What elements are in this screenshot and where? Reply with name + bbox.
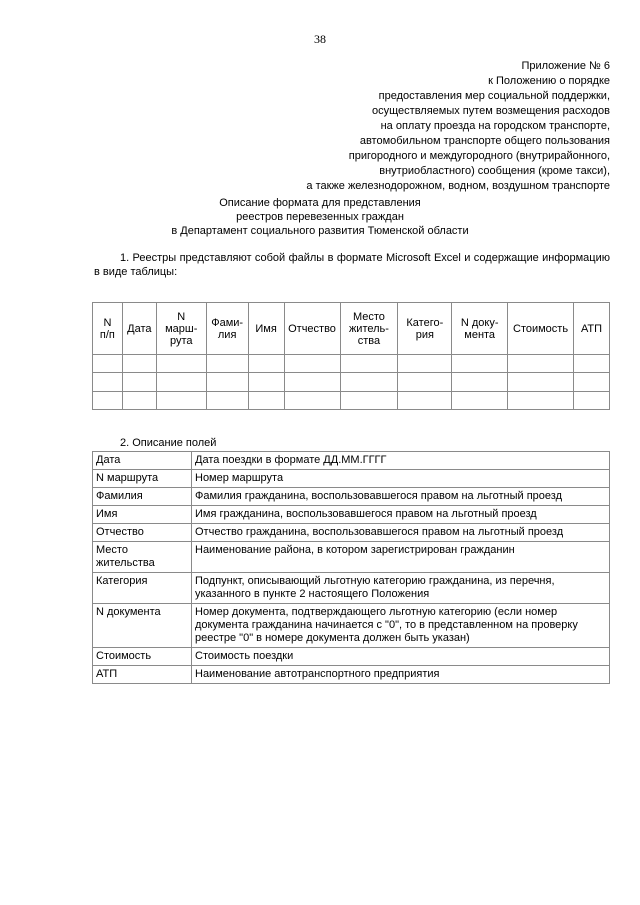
field-description: Наименование района, в котором зарегистрирован гражданин (192, 542, 610, 573)
table-row (93, 488, 610, 506)
field-description: Стоимость поездки (192, 648, 610, 666)
field-name: Отчество (93, 524, 192, 542)
appendix-line: Приложение № 6 (521, 60, 610, 72)
appendix-line: автомобильном транспорте общего пользования (359, 135, 610, 147)
page-number: 38 (314, 32, 326, 46)
table-row (93, 542, 610, 573)
table-row (93, 506, 610, 524)
appendix-line: предоставления мер социальной поддержки, (378, 90, 610, 102)
field-name: Дата (93, 452, 192, 470)
appendix-line: пригородного и междугородного (внутрирайонного, (348, 150, 610, 162)
field-name: Имя (93, 506, 192, 524)
column-header: N п/п (93, 303, 123, 355)
fields-heading: 2. Описание полей (120, 437, 217, 449)
table-row (93, 666, 610, 684)
column-header: N доку- мента (452, 303, 508, 355)
field-name: N документа (93, 604, 192, 648)
paragraph-1 (94, 251, 610, 279)
appendix-line: внутриобластного) сообщения (кроме такси), (379, 165, 610, 177)
column-header: АТП (574, 303, 610, 355)
appendix-line: осуществляемых путем возмещения расходов (372, 105, 610, 117)
format-table-header-row (93, 303, 610, 355)
fields-table (92, 451, 610, 684)
appendix-line: а также железнодорожном, водном, воздушном транспорте (306, 180, 610, 192)
table-row (93, 470, 610, 488)
field-name: N маршрута (93, 470, 192, 488)
table-row (93, 524, 610, 542)
title-line: Описание формата для представления (219, 197, 421, 209)
field-description: Имя гражданина, воспользовавшегося правом на льготный проезд (192, 506, 610, 524)
table-row (93, 573, 610, 604)
format-table (92, 302, 610, 410)
column-header: Катего- рия (398, 303, 452, 355)
table-row (93, 355, 610, 373)
appendix-header (250, 59, 610, 194)
column-header: Стоимость (508, 303, 574, 355)
document-title (0, 196, 640, 238)
column-header: Фами- лия (206, 303, 248, 355)
column-header: Место житель- ства (340, 303, 398, 355)
field-description: Наименование автотранспортного предприятия (192, 666, 610, 684)
field-description: Дата поездки в формате ДД.ММ.ГГГГ (192, 452, 610, 470)
title-line: реестров перевезенных граждан (236, 211, 404, 223)
column-header: Имя (248, 303, 284, 355)
field-description: Номер маршрута (192, 470, 610, 488)
table-row (93, 648, 610, 666)
field-name: Стоимость (93, 648, 192, 666)
field-name: Фамилия (93, 488, 192, 506)
field-name: АТП (93, 666, 192, 684)
field-name: Место жительства (93, 542, 192, 573)
column-header: Дата (122, 303, 156, 355)
table-row (93, 373, 610, 391)
title-line: в Департамент социального развития Тюменской области (171, 225, 469, 237)
column-header: Отчество (284, 303, 340, 355)
field-name: Категория (93, 573, 192, 604)
field-description: Номер документа, подтверждающего льготную категорию (если номер документа гражданина начинается с "0", то в представленном на проверку реестре "0" в номере документа должен быть указан) (192, 604, 610, 648)
appendix-line: на оплату проезда на городском транспорте, (380, 120, 610, 132)
field-description: Отчество гражданина, воспользовавшегося правом на льготный проезд (192, 524, 610, 542)
appendix-line: к Положению о порядке (488, 75, 610, 87)
table-row (93, 391, 610, 409)
field-description: Подпункт, описывающий льготную категорию гражданина, из перечня, указанного в пункте 2 настоящего Положения (192, 573, 610, 604)
table-row (93, 452, 610, 470)
field-description: Фамилия гражданина, воспользовавшегося правом на льготный проезд (192, 488, 610, 506)
column-header: N марш- рута (156, 303, 206, 355)
table-row (93, 604, 610, 648)
paragraph-1-text: 1. Реестры представляют собой файлы в формате Microsoft Excel и содержащие информацию в виде таблицы: (94, 252, 610, 278)
